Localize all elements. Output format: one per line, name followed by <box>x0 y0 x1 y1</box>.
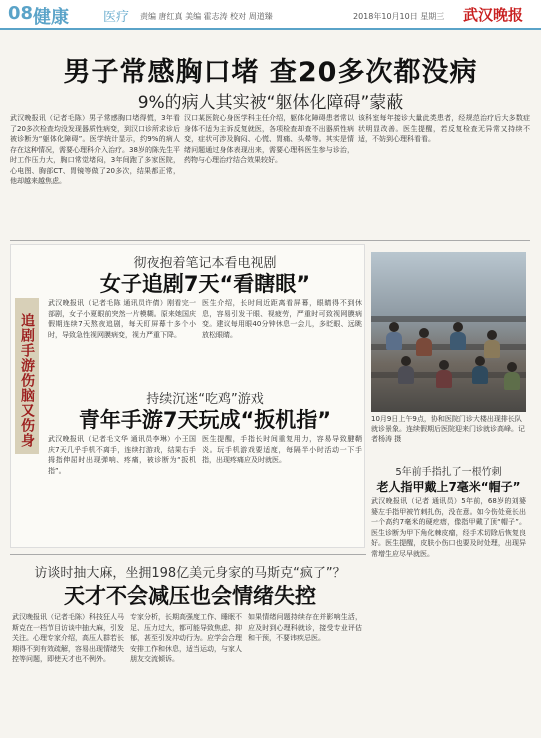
bottom-story-column-3: 如果情绪问题持续存在并影响生活，应及时到心理科就诊，接受专业评估和干预，不要讳疾忌医。 <box>248 613 362 642</box>
finger-story-column: 武汉晚报讯（记者 通讯员）5年前，68岁的刘婆婆左手指甲被竹刺扎伤，没在意。如今伤处竟长出一个高约7毫米的硬疙瘩，像指甲戴了顶“帽子”。医生诊断为甲下角化棘皮瘤，经手术切除后恢复良好。医生提醒，皮肤小伤口也要及时处理，出现异常增生应尽早就医。 <box>371 497 526 558</box>
newspaper-logo: 武汉晚报 <box>463 6 524 24</box>
photo-caption: 10月9日上午9点，协和医院门诊大楼出现排长队就诊景象。连续假期后医院迎来门诊就诊高峰。记者杨涛 摄 <box>371 415 525 443</box>
lead-headline: 男子常感胸口堵 查20多次都没病 <box>63 57 478 88</box>
lead-column-2: 汉口某医院心身医学科主任介绍，躯体化障碍患者常以身体不适为主诉反复就医，各项检查却查不出器质性病变，症状可涉及胸闷、心慌、胃痛、头晕等。其实是情绪问题通过身体表现出来，需要心理科医生参与诊治，药物与心理治疗结合效果较好。 <box>184 114 354 164</box>
game-story-column-1: 武汉晚报讯（记者毛文华 通讯员李琳）小王国庆7天几乎手机不离手，连续打游戏，结果右手拇指伸屈时出现弹响、疼痛，被诊断为“扳机指”。 <box>48 435 196 475</box>
phone-story-column-1: 武汉晚报讯（记者毛陈 通讯员许倩）刚看完一部剧，女子小夏眼前突然一片模糊。原来她国庆假期连续7天熬夜追剧，每天盯屏幕十多个小时，导致急性视网膜病变，视力严重下降。 <box>48 299 196 339</box>
section-name: 健康 <box>33 7 69 28</box>
bottom-story-column-2: 专家分析，长期高强度工作、睡眠不足、压力过大，都可能导致焦虑、抑郁，甚至引发冲动行为。应学会合理安排工作和休息，适当运动，与家人朋友交流倾诉。 <box>130 613 242 663</box>
divider <box>10 240 530 241</box>
editors-credit: 责编 唐红真 美编 霍志涛 校对 周道臻 <box>140 12 273 21</box>
side-vertical-title: 追剧手游伤脑又伤身 <box>15 298 39 454</box>
phone-story-column-2: 医生介绍，长时间近距离看屏幕，眼睛得不到休息，容易引发干眼、视疲劳，严重时可致视网膜病变。建议每用眼40分钟休息一会儿，多眨眼、远眺放松眼睛。 <box>202 299 362 339</box>
finger-story-kicker: 5年前手指扎了一根竹刺 <box>395 467 502 478</box>
divider <box>10 554 366 555</box>
lead-column-1: 武汉晚报讯（记者毛陈）男子常感胸口堵得慌，3年看了20多次检查均没发现器质性病变，到汉口诊所求诊后被诊断为“躯体化障碍”。医学统计显示，约9%的病人存在这种情况，需要心理科介入治疗。38岁的陈先生平时工作压力大，胸口常觉堵闷，3年间跑了多家医院，心电图、胸部CT、胃镜等做了20多次，结果都正常，他却越来越焦虑。 <box>10 114 180 185</box>
section-subname: 医疗 <box>103 10 130 25</box>
lead-column-3: 该科室每年接诊大量此类患者，经规范治疗后大多数症状明显改善。医生提醒，若反复检查无异常又持续不适，不妨到心理科看看。 <box>358 114 530 143</box>
publication-date: 2018年10月10日 星期三 <box>353 12 445 21</box>
game-story-column-2: 医生提醒，手指长时间重复用力，容易导致腱鞘炎。玩手机游戏要适度，每隔半小时活动一下手指，出现疼痛应及时就医。 <box>202 435 362 464</box>
masthead <box>0 0 541 30</box>
game-story-title: 青年手游7天玩成“扳机指” <box>78 408 332 432</box>
bottom-story-column-1: 武汉晚报讯（记者毛陈）科技狂人马斯克在一档节目访谈中抽大麻，引发关注。心理专家介绍，高压人群若长期得不到有效疏解，容易出现情绪失控等问题，即使天才也不例外。 <box>12 613 124 663</box>
bottom-story-kicker: 访谈时抽大麻，坐拥198亿美元身家的马斯克“疯了”？ <box>34 566 346 581</box>
hospital-photo <box>371 252 526 412</box>
lead-subheadline: 9%的病人其实被“躯体化障碍”蒙蔽 <box>137 93 404 113</box>
section-number: 08 <box>8 3 34 24</box>
game-story-kicker: 持续沉迷“吃鸡”游戏 <box>146 392 264 407</box>
finger-story-title: 老人指甲戴上7毫米“帽子” <box>376 480 521 494</box>
phone-story-kicker: 彻夜抱着笔记本看电视剧 <box>133 256 277 271</box>
bottom-story-title: 天才不会减压也会情绪失控 <box>64 584 316 608</box>
phone-story-title: 女子追剧7天“看瞎眼” <box>99 272 311 296</box>
